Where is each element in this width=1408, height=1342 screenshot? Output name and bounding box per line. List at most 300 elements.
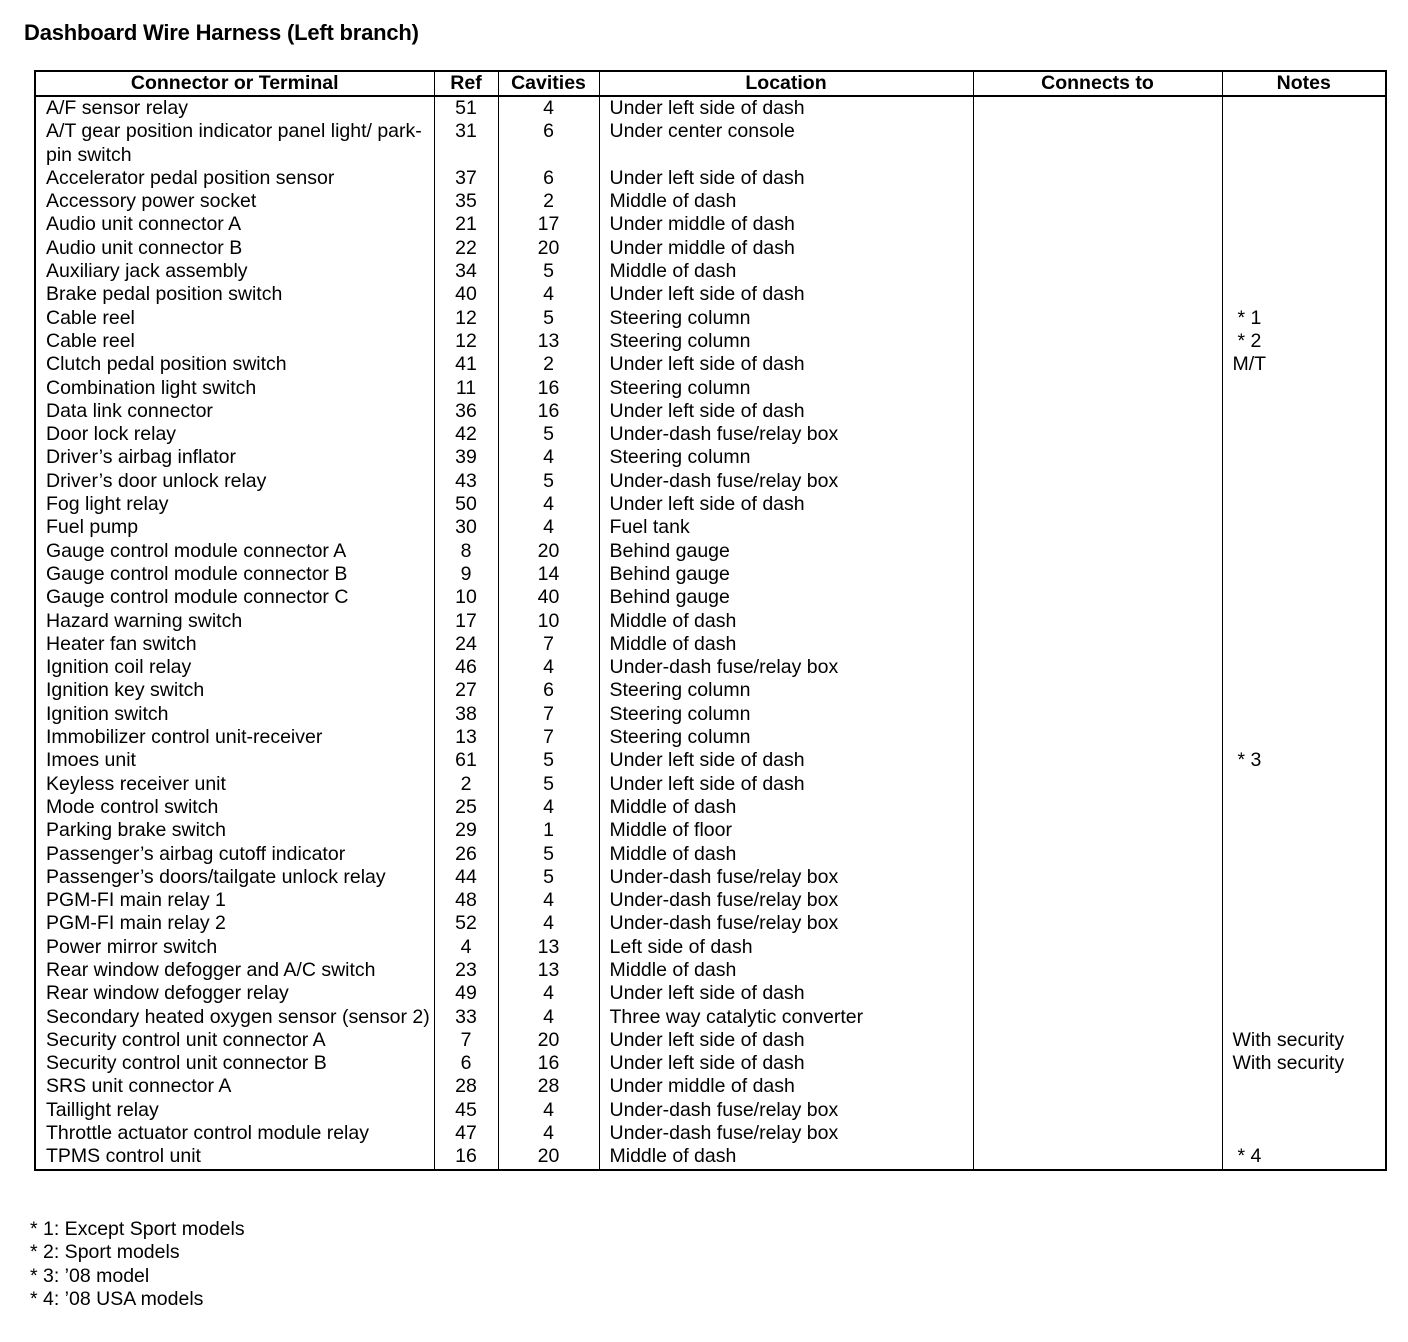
connector-cell: TPMS control unit <box>46 1145 201 1168</box>
location-cell: Steering column <box>599 307 973 330</box>
cavities-cell: 20 <box>498 1029 599 1052</box>
connects-to-cell <box>973 540 1222 563</box>
connector-cell: Combination light switch <box>46 376 257 399</box>
table-row <box>36 1075 1385 1098</box>
connector-cell: Power mirror switch <box>46 935 218 958</box>
connects-to-cell <box>973 1075 1222 1098</box>
connector-cell: Heater fan switch <box>46 632 197 655</box>
table-row <box>36 353 1385 376</box>
ref-cell: 30 <box>434 516 498 539</box>
ref-cell: 24 <box>434 633 498 656</box>
ref-cell: 11 <box>434 377 498 400</box>
table-row <box>36 843 1385 866</box>
connects-to-cell <box>973 563 1222 586</box>
ref-cell: 17 <box>434 610 498 633</box>
notes-cell <box>1222 540 1385 563</box>
location-cell: Under left side of dash <box>599 749 973 772</box>
connects-to-cell <box>973 656 1222 679</box>
ref-cell: 52 <box>434 912 498 935</box>
notes-cell: With security <box>1222 1029 1385 1052</box>
cavities-cell: 2 <box>498 353 599 376</box>
notes-cell <box>1222 563 1385 586</box>
location-cell: Middle of floor <box>599 819 973 842</box>
table-row <box>36 866 1385 889</box>
footnote: * 3: ’08 model <box>30 1264 150 1287</box>
notes-cell <box>1222 959 1385 982</box>
cavities-cell: 6 <box>498 679 599 702</box>
table-row <box>36 1006 1385 1029</box>
connects-to-cell <box>973 1145 1222 1168</box>
ref-cell: 40 <box>434 283 498 306</box>
location-cell: Under-dash fuse/relay box <box>599 889 973 912</box>
col-header-ref: Ref <box>434 72 498 96</box>
connector-cell: Cable reel <box>46 329 135 352</box>
connects-to-cell <box>973 516 1222 539</box>
connects-to-cell <box>973 1099 1222 1122</box>
location-cell: Under-dash fuse/relay box <box>599 423 973 446</box>
connects-to-cell <box>973 120 1222 167</box>
connects-to-cell <box>973 819 1222 842</box>
location-cell: Middle of dash <box>599 1145 973 1168</box>
notes-cell <box>1222 656 1385 679</box>
harness-table <box>34 70 1387 1171</box>
connects-to-cell <box>973 377 1222 400</box>
cavities-cell: 16 <box>498 400 599 423</box>
cavities-cell: 7 <box>498 726 599 749</box>
cavities-cell: 5 <box>498 773 599 796</box>
connects-to-cell <box>973 726 1222 749</box>
ref-cell: 25 <box>434 796 498 819</box>
cavities-cell: 4 <box>498 656 599 679</box>
location-cell: Steering column <box>599 330 973 353</box>
connects-to-cell <box>973 1029 1222 1052</box>
table-row <box>36 237 1385 260</box>
notes-cell <box>1222 633 1385 656</box>
connector-cell: Hazard warning switch <box>46 609 243 632</box>
ref-cell: 12 <box>434 330 498 353</box>
notes-cell: * 1 <box>1222 307 1385 330</box>
connector-cell: PGM-FI main relay 2 <box>46 912 226 935</box>
location-cell: Fuel tank <box>599 516 973 539</box>
notes-cell <box>1222 1099 1385 1122</box>
ref-cell: 38 <box>434 703 498 726</box>
notes-cell: * 2 <box>1222 330 1385 353</box>
connects-to-cell <box>973 843 1222 866</box>
connector-cell: Gauge control module connector A <box>46 539 347 562</box>
cavities-cell: 7 <box>498 633 599 656</box>
table-row <box>36 912 1385 935</box>
notes-cell <box>1222 843 1385 866</box>
table-row <box>36 703 1385 726</box>
location-cell: Under-dash fuse/relay box <box>599 912 973 935</box>
cavities-cell: 20 <box>498 1145 599 1168</box>
notes-cell <box>1222 982 1385 1005</box>
cavities-cell: 10 <box>498 610 599 633</box>
connector-cell: Fuel pump <box>46 516 139 539</box>
cavities-cell: 5 <box>498 470 599 493</box>
notes-cell <box>1222 400 1385 423</box>
connector-cell: Passenger’s airbag cutoff indicator <box>46 842 346 865</box>
location-cell: Under left side of dash <box>599 167 973 190</box>
connector-cell: Secondary heated oxygen sensor (sensor 2) <box>46 1005 430 1028</box>
ref-cell: 16 <box>434 1145 498 1168</box>
location-cell: Behind gauge <box>599 586 973 609</box>
connector-cell: Driver’s airbag inflator <box>46 446 237 469</box>
ref-cell: 21 <box>434 213 498 236</box>
location-cell: Steering column <box>599 446 973 469</box>
table-row <box>36 1122 1385 1145</box>
cavities-cell: 13 <box>498 959 599 982</box>
table-row <box>36 260 1385 283</box>
cavities-cell: 4 <box>498 889 599 912</box>
location-cell: Under-dash fuse/relay box <box>599 866 973 889</box>
connector-cell: Driver’s door unlock relay <box>46 469 267 492</box>
table-row <box>36 563 1385 586</box>
location-cell: Steering column <box>599 703 973 726</box>
connector-cell: Security control unit connector A <box>46 1028 326 1051</box>
connector-cell: A/T gear position indicator panel light/ park-pin switch <box>46 120 422 166</box>
ref-cell: 8 <box>434 540 498 563</box>
cavities-cell: 5 <box>498 423 599 446</box>
ref-cell: 27 <box>434 679 498 702</box>
table-row <box>36 96 1385 120</box>
connects-to-cell <box>973 633 1222 656</box>
table-row <box>36 610 1385 633</box>
location-cell: Behind gauge <box>599 563 973 586</box>
connects-to-cell <box>973 446 1222 469</box>
table-row <box>36 679 1385 702</box>
table-row <box>36 377 1385 400</box>
connects-to-cell <box>973 307 1222 330</box>
connects-to-cell <box>973 190 1222 213</box>
notes-cell <box>1222 586 1385 609</box>
col-header-connects-to: Connects to <box>973 72 1222 96</box>
connects-to-cell <box>973 1006 1222 1029</box>
location-cell: Middle of dash <box>599 633 973 656</box>
connector-cell: Clutch pedal position switch <box>46 353 287 376</box>
cavities-cell: 13 <box>498 330 599 353</box>
table-row <box>36 796 1385 819</box>
connector-cell: Immobilizer control unit-receiver <box>46 726 323 749</box>
ref-cell: 12 <box>434 307 498 330</box>
ref-cell: 26 <box>434 843 498 866</box>
ref-cell: 37 <box>434 167 498 190</box>
ref-cell: 2 <box>434 773 498 796</box>
ref-cell: 48 <box>434 889 498 912</box>
ref-cell: 31 <box>434 120 498 167</box>
table-row <box>36 656 1385 679</box>
table-row <box>36 959 1385 982</box>
cavities-cell: 20 <box>498 540 599 563</box>
connector-cell: Parking brake switch <box>46 819 226 842</box>
notes-cell <box>1222 260 1385 283</box>
connector-cell: Mode control switch <box>46 795 219 818</box>
connector-cell: Gauge control module connector C <box>46 586 349 609</box>
connector-cell: SRS unit connector A <box>46 1075 232 1098</box>
col-header-connector: Connector or Terminal <box>36 72 434 96</box>
table-row <box>36 540 1385 563</box>
notes-cell <box>1222 912 1385 935</box>
ref-cell: 44 <box>434 866 498 889</box>
cavities-cell: 20 <box>498 237 599 260</box>
notes-cell <box>1222 610 1385 633</box>
table-row <box>36 633 1385 656</box>
notes-cell <box>1222 936 1385 959</box>
notes-cell: M/T <box>1222 353 1385 376</box>
connects-to-cell <box>973 353 1222 376</box>
location-cell: Under left side of dash <box>599 400 973 423</box>
location-cell: Steering column <box>599 679 973 702</box>
location-cell: Under-dash fuse/relay box <box>599 656 973 679</box>
cavities-cell: 13 <box>498 936 599 959</box>
location-cell: Under middle of dash <box>599 1075 973 1098</box>
connects-to-cell <box>973 703 1222 726</box>
ref-cell: 28 <box>434 1075 498 1098</box>
cavities-cell: 6 <box>498 167 599 190</box>
notes-cell <box>1222 1006 1385 1029</box>
footnote: * 2: Sport models <box>30 1241 180 1264</box>
location-cell: Under-dash fuse/relay box <box>599 470 973 493</box>
location-cell: Middle of dash <box>599 190 973 213</box>
cavities-cell: 17 <box>498 213 599 236</box>
connector-cell: Data link connector <box>46 399 213 422</box>
location-cell: Middle of dash <box>599 796 973 819</box>
connects-to-cell <box>973 423 1222 446</box>
ref-cell: 51 <box>434 96 498 120</box>
table-row <box>36 936 1385 959</box>
table-row <box>36 330 1385 353</box>
ref-cell: 49 <box>434 982 498 1005</box>
notes-cell <box>1222 470 1385 493</box>
cavities-cell: 4 <box>498 1122 599 1145</box>
page-title: Dashboard Wire Harness (Left branch) <box>24 20 419 45</box>
notes-cell <box>1222 679 1385 702</box>
ref-cell: 6 <box>434 1052 498 1075</box>
connector-cell: Throttle actuator control module relay <box>46 1122 369 1145</box>
cavities-cell: 28 <box>498 1075 599 1098</box>
ref-cell: 50 <box>434 493 498 516</box>
cavities-cell: 4 <box>498 283 599 306</box>
location-cell: Under left side of dash <box>599 773 973 796</box>
cavities-cell: 5 <box>498 843 599 866</box>
notes-cell <box>1222 213 1385 236</box>
location-cell: Under left side of dash <box>599 96 973 120</box>
location-cell: Middle of dash <box>599 610 973 633</box>
connector-cell: Rear window defogger and A/C switch <box>46 958 376 981</box>
connects-to-cell <box>973 936 1222 959</box>
connects-to-cell <box>973 493 1222 516</box>
location-cell: Three way catalytic converter <box>599 1006 973 1029</box>
cavities-cell: 4 <box>498 982 599 1005</box>
connects-to-cell <box>973 283 1222 306</box>
cavities-cell: 4 <box>498 912 599 935</box>
cavities-cell: 1 <box>498 819 599 842</box>
location-cell: Middle of dash <box>599 843 973 866</box>
cavities-cell: 40 <box>498 586 599 609</box>
connector-cell: Passenger’s doors/tailgate unlock relay <box>46 865 386 888</box>
footnote: * 1: Except Sport models <box>30 1218 245 1240</box>
location-cell: Middle of dash <box>599 260 973 283</box>
connector-cell: PGM-FI main relay 1 <box>46 889 226 912</box>
connector-cell: Audio unit connector B <box>46 236 243 259</box>
connector-cell: Ignition coil relay <box>46 656 192 679</box>
location-cell: Under left side of dash <box>599 283 973 306</box>
connects-to-cell <box>973 796 1222 819</box>
notes-cell <box>1222 237 1385 260</box>
table-row <box>36 400 1385 423</box>
notes-cell <box>1222 377 1385 400</box>
notes-cell: * 4 <box>1222 1145 1385 1168</box>
notes-cell <box>1222 819 1385 842</box>
ref-cell: 41 <box>434 353 498 376</box>
table-row <box>36 120 1385 167</box>
location-cell: Behind gauge <box>599 540 973 563</box>
ref-cell: 33 <box>434 1006 498 1029</box>
cavities-cell: 7 <box>498 703 599 726</box>
table-row <box>36 749 1385 772</box>
connector-cell: Accelerator pedal position sensor <box>46 166 335 189</box>
ref-cell: 23 <box>434 959 498 982</box>
notes-cell: With security <box>1222 1052 1385 1075</box>
location-cell: Under left side of dash <box>599 1029 973 1052</box>
table-row <box>36 819 1385 842</box>
table-row <box>36 470 1385 493</box>
table-body <box>36 96 1385 1169</box>
connects-to-cell <box>973 586 1222 609</box>
ref-cell: 39 <box>434 446 498 469</box>
table-row <box>36 889 1385 912</box>
notes-cell <box>1222 446 1385 469</box>
table-row <box>36 213 1385 236</box>
ref-cell: 13 <box>434 726 498 749</box>
location-cell: Steering column <box>599 726 973 749</box>
table-row <box>36 446 1385 469</box>
connector-cell: Ignition key switch <box>46 679 205 702</box>
notes-cell <box>1222 167 1385 190</box>
notes-cell: * 3 <box>1222 749 1385 772</box>
connects-to-cell <box>973 610 1222 633</box>
cavities-cell: 5 <box>498 260 599 283</box>
cavities-cell: 5 <box>498 307 599 330</box>
connector-cell: Fog light relay <box>46 493 169 516</box>
notes-cell <box>1222 866 1385 889</box>
location-cell: Under left side of dash <box>599 982 973 1005</box>
connects-to-cell <box>973 1122 1222 1145</box>
col-header-notes: Notes <box>1222 72 1385 96</box>
connects-to-cell <box>973 167 1222 190</box>
ref-cell: 10 <box>434 586 498 609</box>
cavities-cell: 4 <box>498 796 599 819</box>
connector-cell: Door lock relay <box>46 423 177 446</box>
location-cell: Left side of dash <box>599 936 973 959</box>
notes-cell <box>1222 120 1385 167</box>
table-row <box>36 586 1385 609</box>
cavities-cell: 5 <box>498 749 599 772</box>
col-header-cavities: Cavities <box>498 72 599 96</box>
connector-cell: Ignition switch <box>46 702 169 725</box>
notes-cell <box>1222 516 1385 539</box>
table-row <box>36 493 1385 516</box>
connects-to-cell <box>973 959 1222 982</box>
location-cell: Under middle of dash <box>599 237 973 260</box>
cavities-cell: 4 <box>498 1099 599 1122</box>
connector-cell: A/F sensor relay <box>46 97 188 119</box>
table-row <box>36 307 1385 330</box>
ref-cell: 36 <box>434 400 498 423</box>
location-cell: Under center console <box>599 120 973 167</box>
cavities-cell: 4 <box>498 96 599 120</box>
ref-cell: 42 <box>434 423 498 446</box>
table-row <box>36 1029 1385 1052</box>
connector-cell: Imoes unit <box>46 749 136 772</box>
connector-cell: Rear window defogger relay <box>46 982 289 1005</box>
table-row <box>36 190 1385 213</box>
table-row <box>36 982 1385 1005</box>
cavities-cell: 14 <box>498 563 599 586</box>
connector-cell: Cable reel <box>46 306 135 329</box>
location-cell: Middle of dash <box>599 959 973 982</box>
location-cell: Under middle of dash <box>599 213 973 236</box>
ref-cell: 7 <box>434 1029 498 1052</box>
location-cell: Under-dash fuse/relay box <box>599 1122 973 1145</box>
ref-cell: 61 <box>434 749 498 772</box>
ref-cell: 4 <box>434 936 498 959</box>
connects-to-cell <box>973 400 1222 423</box>
table-row <box>36 516 1385 539</box>
ref-cell: 35 <box>434 190 498 213</box>
cavities-cell: 16 <box>498 1052 599 1075</box>
connector-cell: Audio unit connector A <box>46 213 242 236</box>
connects-to-cell <box>973 470 1222 493</box>
connects-to-cell <box>973 260 1222 283</box>
notes-cell <box>1222 796 1385 819</box>
location-cell: Under left side of dash <box>599 493 973 516</box>
notes-cell <box>1222 423 1385 446</box>
ref-cell: 47 <box>434 1122 498 1145</box>
connects-to-cell <box>973 912 1222 935</box>
cavities-cell: 6 <box>498 120 599 167</box>
connects-to-cell <box>973 889 1222 912</box>
connects-to-cell <box>973 749 1222 772</box>
table-row <box>36 1145 1385 1168</box>
connector-cell: Brake pedal position switch <box>46 283 283 306</box>
cavities-cell: 5 <box>498 866 599 889</box>
notes-cell <box>1222 283 1385 306</box>
ref-cell: 29 <box>434 819 498 842</box>
notes-cell <box>1222 703 1385 726</box>
footnotes <box>30 1218 245 1311</box>
location-cell: Steering column <box>599 377 973 400</box>
notes-cell <box>1222 726 1385 749</box>
table-row <box>36 726 1385 749</box>
connects-to-cell <box>973 773 1222 796</box>
connector-cell: Keyless receiver unit <box>46 772 226 795</box>
connects-to-cell <box>973 679 1222 702</box>
table-row <box>36 423 1385 446</box>
notes-cell <box>1222 1075 1385 1098</box>
table-row <box>36 773 1385 796</box>
ref-cell: 22 <box>434 237 498 260</box>
connector-cell: Taillight relay <box>46 1098 159 1121</box>
connector-cell: Accessory power socket <box>46 190 257 213</box>
cavities-cell: 4 <box>498 516 599 539</box>
notes-cell <box>1222 96 1385 120</box>
notes-cell <box>1222 190 1385 213</box>
connects-to-cell <box>973 1052 1222 1075</box>
ref-cell: 45 <box>434 1099 498 1122</box>
cavities-cell: 2 <box>498 190 599 213</box>
table-row <box>36 1052 1385 1075</box>
